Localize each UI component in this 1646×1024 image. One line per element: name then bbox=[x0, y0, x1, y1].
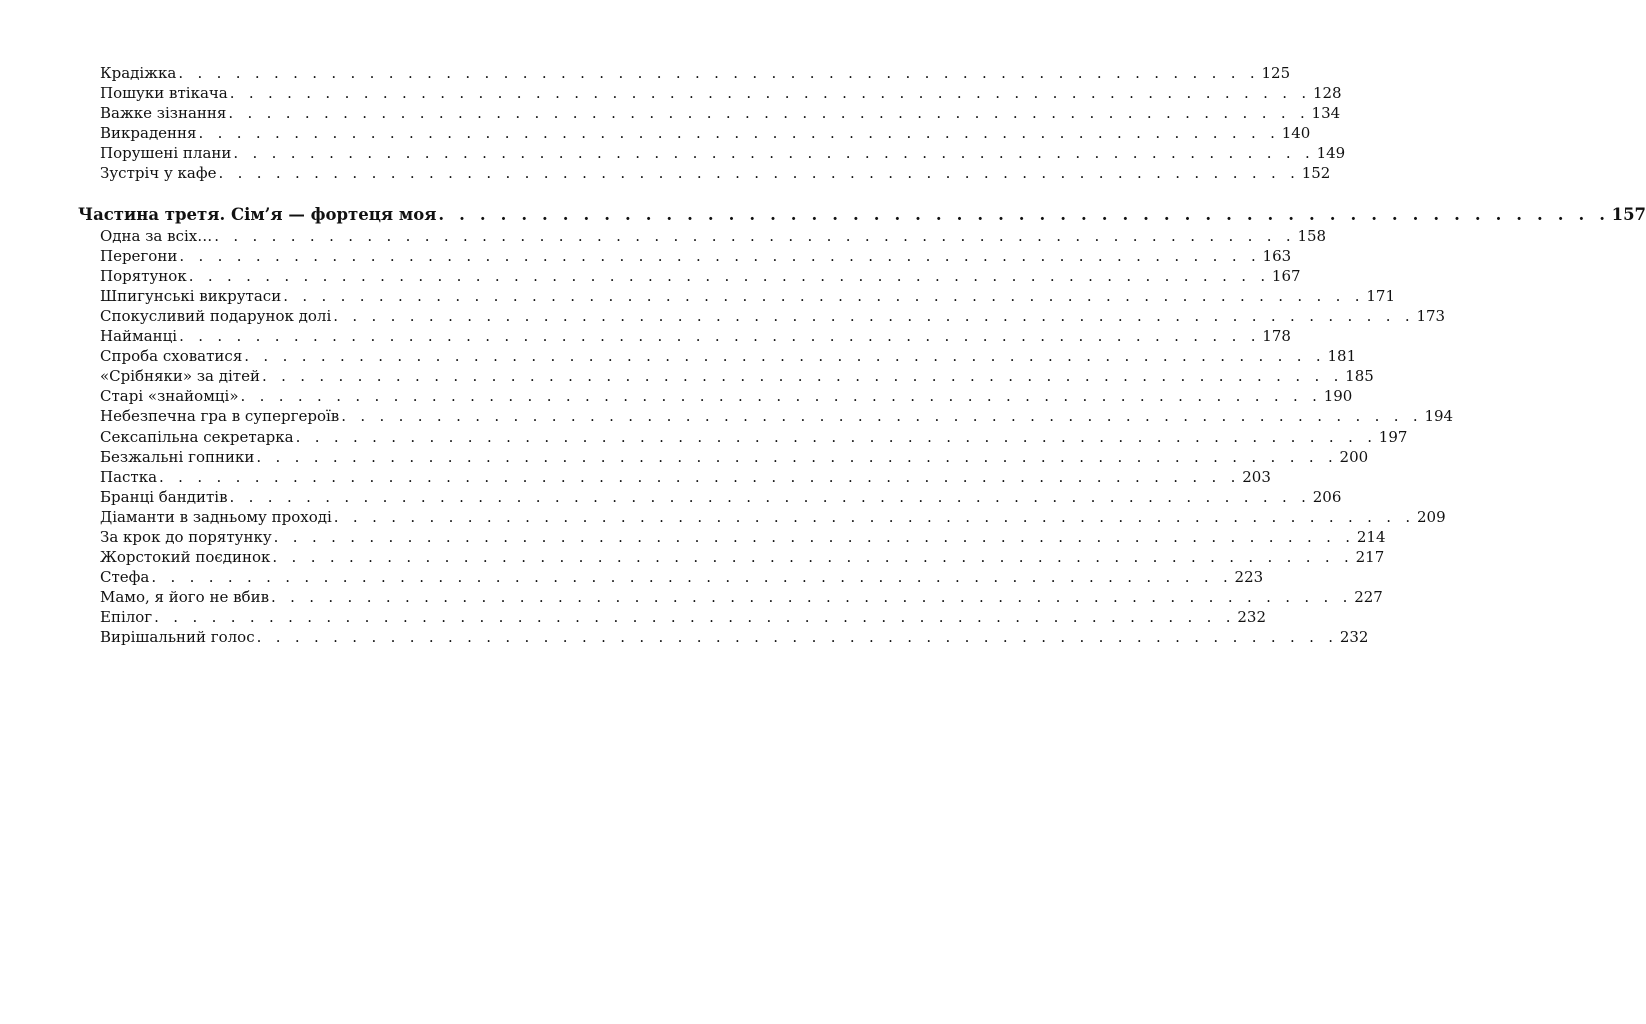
toc-entry bbox=[78, 103, 1341, 123]
dot-leader: . . . . . . . . . . . . . . . . . . . . . . . . . . . . . . . . . . . . . . . . . . . . . . . . . . . . . . . . . bbox=[438, 204, 1610, 224]
toc-entry-page: 200 bbox=[1339, 447, 1369, 466]
toc-entry-page: 194 bbox=[1424, 407, 1454, 426]
toc-entry bbox=[78, 163, 1331, 183]
toc-entry bbox=[78, 427, 1408, 447]
toc-entry-title: Діаманти в задньому проході bbox=[100, 507, 332, 526]
dot-leader: . . . . . . . . . . . . . . . . . . . . . . . . . . . . . . . . . . . . . . . . . . . . . . . . . . . . . . . . . bbox=[151, 568, 1233, 587]
toc-entry-title: Епілог bbox=[100, 608, 153, 627]
toc-entry bbox=[78, 346, 1357, 366]
dot-leader: . . . . . . . . . . . . . . . . . . . . . . . . . . . . . . . . . . . . . . . . . . . . . . . . . . . . . . . . . bbox=[229, 487, 1311, 506]
toc-entry-page: 140 bbox=[1281, 124, 1311, 143]
toc-entry-page: 167 bbox=[1271, 266, 1301, 285]
toc-entry bbox=[78, 406, 1454, 426]
toc-entry-title: Мамо, я його не вбив bbox=[100, 588, 270, 607]
toc-entry-title: Крадіжка bbox=[100, 64, 177, 82]
dot-leader: . . . . . . . . . . . . . . . . . . . . . . . . . . . . . . . . . . . . . . . . . . . . . . . . . . . . . . . . . bbox=[178, 64, 1260, 82]
dot-leader: . . . . . . . . . . . . . . . . . . . . . . . . . . . . . . . . . . . . . . . . . . . . . . . . . . . . . . . . . bbox=[229, 84, 1311, 103]
toc-entry-page: 197 bbox=[1378, 427, 1408, 446]
toc-entry-title: Викрадення bbox=[100, 124, 197, 143]
toc-entry-title: Пастка bbox=[100, 467, 158, 486]
toc-entry-title: Жорстокий поєдинок bbox=[100, 548, 271, 567]
toc-entry bbox=[78, 83, 1342, 103]
toc-entry-page: 125 bbox=[1261, 64, 1291, 82]
toc-entry-page: 181 bbox=[1327, 347, 1357, 366]
dot-leader: . . . . . . . . . . . . . . . . . . . . . . . . . . . . . . . . . . . . . . . . . . . . . . . . . . . . . . . . . bbox=[261, 367, 1344, 386]
toc-entry-title: Зустріч у кафе bbox=[100, 164, 217, 183]
toc-entry-page: 206 bbox=[1312, 487, 1342, 506]
toc-entry-page: 217 bbox=[1355, 548, 1385, 567]
toc-entry bbox=[78, 366, 1374, 386]
toc-entry-page: 185 bbox=[1345, 367, 1374, 386]
toc-entry-title: Сексапільна секретарка bbox=[100, 427, 294, 446]
toc-entry bbox=[78, 266, 1301, 286]
dot-leader: . . . . . . . . . . . . . . . . . . . . . . . . . . . . . . . . . . . . . . . . . . . . . . . . . . . . . . . . . bbox=[283, 286, 1365, 305]
dot-leader: . . . . . . . . . . . . . . . . . . . . . . . . . . . . . . . . . . . . . . . . . . . . . . . . . . . . . . . . . bbox=[233, 144, 1315, 163]
toc-entry-page: 203 bbox=[1242, 467, 1271, 486]
toc-entry-page: 232 bbox=[1237, 608, 1267, 627]
toc-entry bbox=[78, 226, 1327, 246]
dot-leader: . . . . . . . . . . . . . . . . . . . . . . . . . . . . . . . . . . . . . . . . . . . . . . . . . . . . . . . . . bbox=[188, 266, 1270, 285]
toc-entry bbox=[78, 507, 1446, 527]
dot-leader: . . . . . . . . . . . . . . . . . . . . . . . . . . . . . . . . . . . . . . . . . . . . . . . . . . . . . . . . . bbox=[272, 548, 1354, 567]
dot-leader: . . . . . . . . . . . . . . . . . . . . . . . . . . . . . . . . . . . . . . . . . . . . . . . . . . . . . . . . . bbox=[159, 467, 1241, 486]
toc-entry bbox=[78, 587, 1383, 607]
toc-entry bbox=[78, 607, 1267, 627]
toc-entry-title: Стефа bbox=[100, 568, 150, 587]
toc-entry-title: Бранці бандитів bbox=[100, 487, 228, 506]
toc-entry-page: 163 bbox=[1262, 246, 1292, 265]
toc-entry bbox=[78, 547, 1385, 567]
toc-entry-page: 134 bbox=[1311, 104, 1341, 123]
toc-entry-title: Вирішальний голос bbox=[100, 628, 255, 647]
toc-entry-title: Важке зізнання bbox=[100, 104, 227, 123]
toc-entry bbox=[78, 527, 1386, 547]
toc-entry-title: Старі «знайомці» bbox=[100, 387, 239, 406]
toc-entry-page: 190 bbox=[1323, 387, 1353, 406]
toc-entry-title: Одна за всіх… bbox=[100, 226, 213, 245]
toc-entry-title: Шпигунські викрутаси bbox=[100, 286, 282, 305]
table-of-contents bbox=[78, 63, 1646, 648]
toc-entry bbox=[78, 143, 1346, 163]
dot-leader: . . . . . . . . . . . . . . . . . . . . . . . . . . . . . . . . . . . . . . . . . . . . . . . . . . . . . . . . . bbox=[179, 246, 1261, 265]
toc-entry-page: 171 bbox=[1366, 286, 1396, 305]
toc-entry-page: 149 bbox=[1316, 144, 1346, 163]
toc-entry-title: Безжальні гопники bbox=[100, 447, 255, 466]
toc-entry bbox=[78, 487, 1342, 507]
toc-entry-title: Спокусливий подарунок долі bbox=[100, 306, 332, 325]
toc-entry-page: 152 bbox=[1301, 164, 1331, 183]
dot-leader: . . . . . . . . . . . . . . . . . . . . . . . . . . . . . . . . . . . . . . . . . . . . . . . . . . . . . . . . . bbox=[295, 427, 1377, 446]
dot-leader: . . . . . . . . . . . . . . . . . . . . . . . . . . . . . . . . . . . . . . . . . . . . . . . . . . . . . . . . . bbox=[273, 527, 1355, 546]
dot-leader: . . . . . . . . . . . . . . . . . . . . . . . . . . . . . . . . . . . . . . . . . . . . . . . . . . . . . . . . . bbox=[214, 226, 1296, 245]
dot-leader: . . . . . . . . . . . . . . . . . . . . . . . . . . . . . . . . . . . . . . . . . . . . . . . . . . . . . . . . . bbox=[256, 628, 1338, 647]
toc-entry-title: Перегони bbox=[100, 246, 178, 265]
toc-entry bbox=[78, 326, 1291, 346]
toc-entry bbox=[78, 306, 1446, 326]
part-heading-title: Частина третя. Сім’я — фортеця моя bbox=[78, 204, 437, 224]
dot-leader: . . . . . . . . . . . . . . . . . . . . . . . . . . . . . . . . . . . . . . . . . . . . . . . . . . . . . . . . . bbox=[333, 306, 1415, 325]
toc-entry-page: 209 bbox=[1417, 507, 1446, 526]
toc-entry-page: 214 bbox=[1356, 527, 1386, 546]
dot-leader: . . . . . . . . . . . . . . . . . . . . . . . . . . . . . . . . . . . . . . . . . . . . . . . . . . . . . . . . . bbox=[240, 387, 1322, 406]
dot-leader: . . . . . . . . . . . . . . . . . . . . . . . . . . . . . . . . . . . . . . . . . . . . . . . . . . . . . . . . . bbox=[271, 588, 1353, 607]
toc-entry-page: 223 bbox=[1234, 568, 1264, 587]
toc-entry-page: 158 bbox=[1297, 226, 1327, 245]
toc-entry-page: 232 bbox=[1339, 628, 1369, 647]
dot-leader: . . . . . . . . . . . . . . . . . . . . . . . . . . . . . . . . . . . . . . . . . . . . . . . . . . . . . . . . . bbox=[333, 507, 1415, 526]
toc-entry bbox=[78, 286, 1396, 306]
dot-leader: . . . . . . . . . . . . . . . . . . . . . . . . . . . . . . . . . . . . . . . . . . . . . . . . . . . . . . . . . bbox=[256, 447, 1338, 466]
toc-entry-title: Порятунок bbox=[100, 266, 187, 285]
toc-entry bbox=[78, 467, 1271, 487]
toc-entry bbox=[78, 246, 1292, 266]
toc-entry-page: 128 bbox=[1312, 84, 1342, 103]
toc-entry-title: За крок до порятунку bbox=[100, 527, 272, 546]
toc-entry-page: 227 bbox=[1354, 588, 1383, 607]
toc-entry bbox=[78, 567, 1264, 587]
toc-entry-title: Спроба сховатися bbox=[100, 347, 243, 366]
toc-entry-page: 178 bbox=[1262, 327, 1291, 346]
toc-entry-title: Пошуки втікача bbox=[100, 84, 228, 103]
toc-entry-title: Найманці bbox=[100, 327, 178, 346]
toc-entry bbox=[78, 63, 1291, 83]
toc-entry-title: Порушені плани bbox=[100, 144, 232, 163]
part-heading bbox=[78, 204, 1646, 226]
dot-leader: . . . . . . . . . . . . . . . . . . . . . . . . . . . . . . . . . . . . . . . . . . . . . . . . . . . . . . . . . bbox=[179, 327, 1261, 346]
toc-entry bbox=[78, 386, 1353, 406]
dot-leader: . . . . . . . . . . . . . . . . . . . . . . . . . . . . . . . . . . . . . . . . . . . . . . . . . . . . . . . . . bbox=[218, 164, 1300, 183]
toc-entry-page: 173 bbox=[1416, 306, 1446, 325]
toc-entry-title: Небезпечна гра в супергероїв bbox=[100, 407, 340, 426]
toc-entry bbox=[78, 123, 1311, 143]
dot-leader: . . . . . . . . . . . . . . . . . . . . . . . . . . . . . . . . . . . . . . . . . . . . . . . . . . . . . . . . . bbox=[244, 347, 1326, 366]
toc-entry-title: «Срібняки» за дітей bbox=[100, 367, 260, 386]
dot-leader: . . . . . . . . . . . . . . . . . . . . . . . . . . . . . . . . . . . . . . . . . . . . . . . . . . . . . . . . . bbox=[228, 104, 1310, 123]
toc-entry bbox=[78, 447, 1369, 467]
dot-leader: . . . . . . . . . . . . . . . . . . . . . . . . . . . . . . . . . . . . . . . . . . . . . . . . . . . . . . . . . bbox=[154, 608, 1236, 627]
dot-leader: . . . . . . . . . . . . . . . . . . . . . . . . . . . . . . . . . . . . . . . . . . . . . . . . . . . . . . . . . bbox=[341, 407, 1423, 426]
toc-entry bbox=[78, 627, 1369, 647]
dot-leader: . . . . . . . . . . . . . . . . . . . . . . . . . . . . . . . . . . . . . . . . . . . . . . . . . . . . . . . . . bbox=[198, 124, 1280, 143]
part-heading-page: 157 bbox=[1611, 204, 1646, 224]
